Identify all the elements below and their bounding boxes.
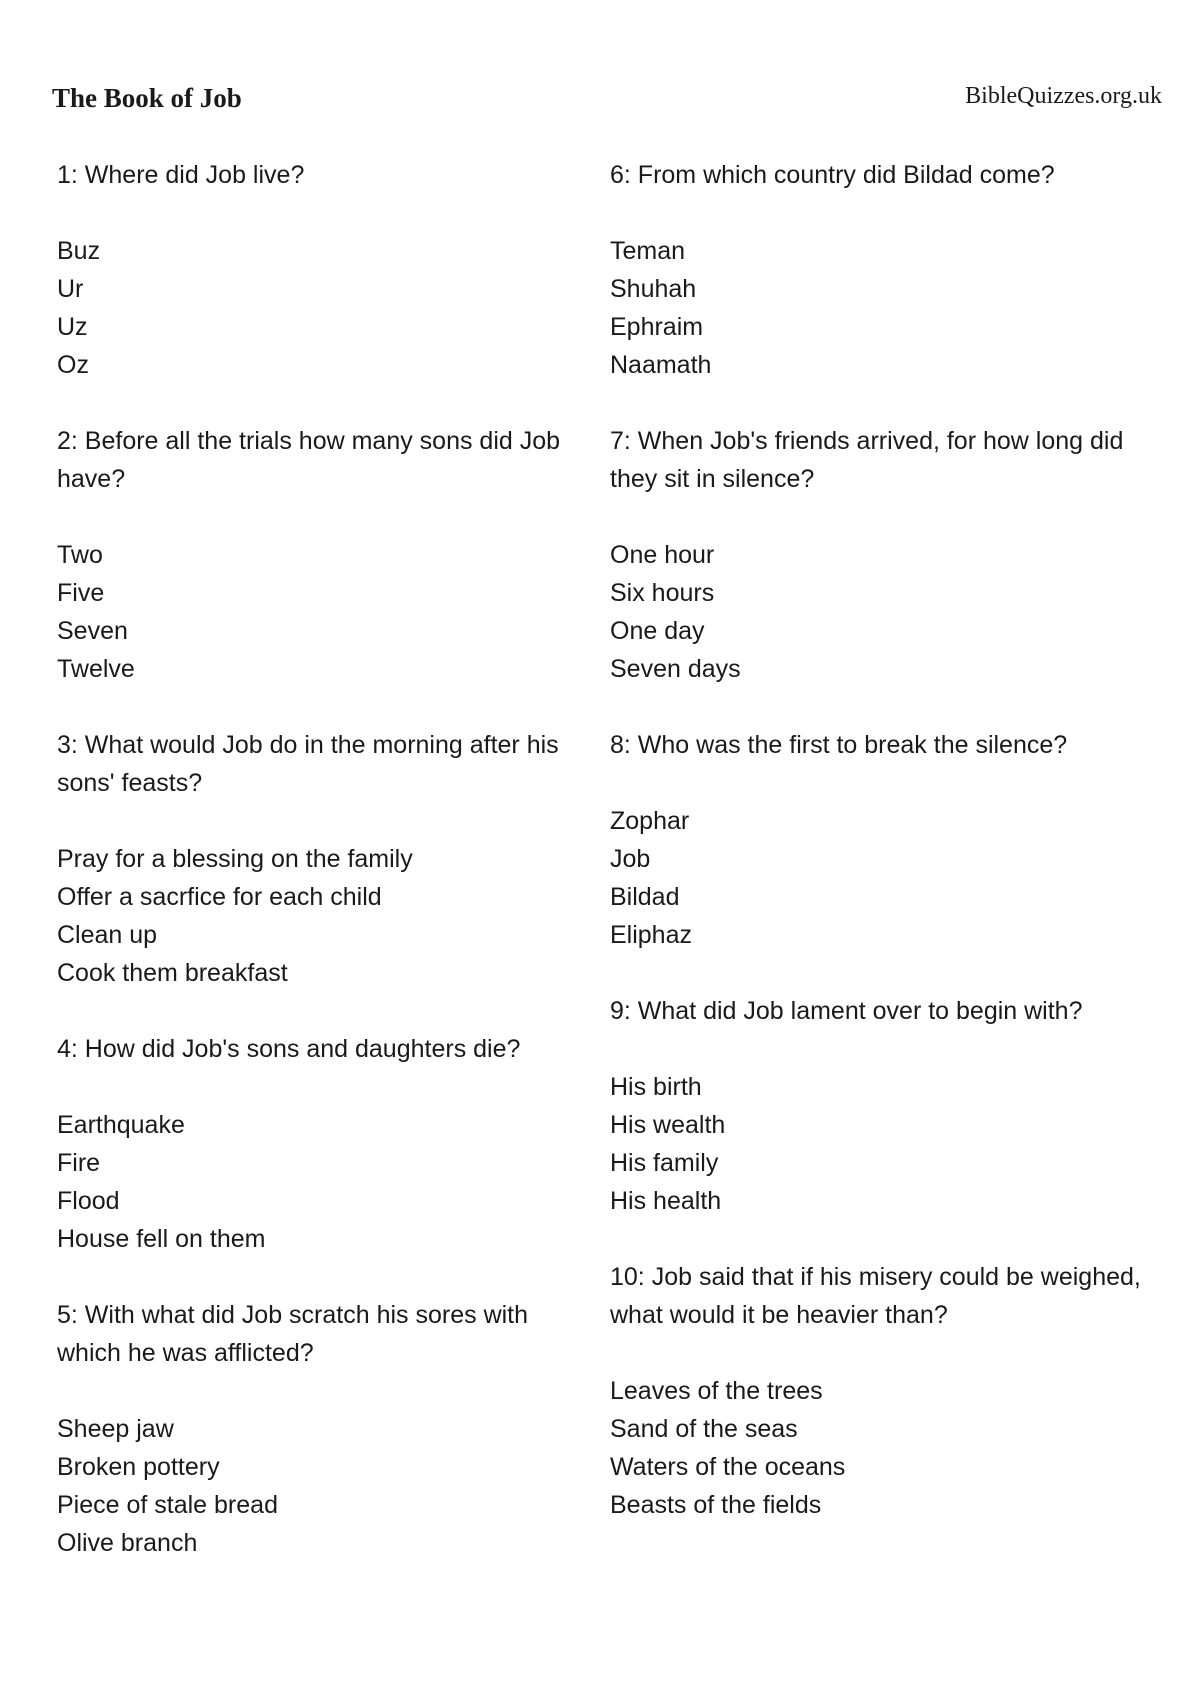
question-2 (57, 422, 597, 688)
answer-option: Job (610, 845, 651, 873)
answer-option: His birth (610, 1073, 702, 1101)
answer-option: Broken pottery (57, 1453, 220, 1481)
answer-option: Ephraim (610, 313, 704, 341)
answer-option: Beasts of the fields (610, 1491, 822, 1519)
answer-option: Two (57, 541, 103, 569)
left-column (57, 156, 597, 1600)
answer-option: Naamath (610, 351, 712, 379)
question-3 (57, 726, 597, 992)
question-5 (57, 1296, 597, 1562)
answer-option: Uz (57, 313, 88, 341)
answer-options (57, 1106, 597, 1258)
answer-options (610, 802, 1155, 954)
answer-option: His family (610, 1149, 719, 1177)
question-text: 3: What would Job do in the morning after his sons' feasts? (57, 731, 559, 797)
answer-option: Five (57, 579, 105, 607)
answer-option: House fell on them (57, 1225, 266, 1253)
question-text: 5: With what did Job scratch his sores with which he was afflicted? (57, 1301, 529, 1367)
answer-option: Shuhah (610, 275, 697, 303)
question-text: 1: Where did Job live? (57, 161, 305, 189)
answer-option: Piece of stale bread (57, 1491, 278, 1519)
answer-option: Twelve (57, 655, 135, 683)
answer-option: Earthquake (57, 1111, 185, 1139)
question-1 (57, 156, 597, 384)
answer-option: Pray for a blessing on the family (57, 845, 413, 873)
answer-option: One hour (610, 541, 715, 569)
answer-option: Eliphaz (610, 921, 692, 949)
question-8 (610, 726, 1155, 954)
question-10 (610, 1258, 1155, 1524)
answer-options (57, 1410, 597, 1562)
answer-option: Ur (57, 275, 84, 303)
answer-option: Leaves of the trees (610, 1377, 823, 1405)
answer-option: Sheep jaw (57, 1415, 174, 1443)
question-text: 8: Who was the first to break the silence? (610, 731, 1068, 759)
answer-option: Oz (57, 351, 89, 379)
question-text: 7: When Job's friends arrived, for how long did they sit in silence? (610, 427, 1124, 493)
site-name: BibleQuizzes.org.uk (965, 83, 1162, 109)
right-column (610, 156, 1155, 1562)
answer-option: Olive branch (57, 1529, 198, 1557)
answer-option: Teman (610, 237, 686, 265)
question-9 (610, 992, 1155, 1220)
answer-option: Offer a sacrfice for each child (57, 883, 382, 911)
answer-option: Seven (57, 617, 128, 645)
answer-option: Fire (57, 1149, 101, 1177)
answer-option: Seven days (610, 655, 741, 683)
answer-option: His health (610, 1187, 722, 1215)
question-text: 6: From which country did Bildad come? (610, 161, 1055, 189)
answer-option: Bildad (610, 883, 680, 911)
question-text: 2: Before all the trials how many sons did Job have? (57, 427, 561, 493)
answer-options (57, 232, 597, 384)
answer-option: Flood (57, 1187, 120, 1215)
answer-option: Waters of the oceans (610, 1453, 846, 1481)
answer-option: Sand of the seas (610, 1415, 798, 1443)
question-6 (610, 156, 1155, 384)
question-text: 4: How did Job's sons and daughters die? (57, 1035, 521, 1063)
answer-options (57, 840, 597, 992)
answer-option: Cook them breakfast (57, 959, 288, 987)
answer-options (610, 232, 1155, 384)
answer-options (610, 1068, 1155, 1220)
answer-option: Zophar (610, 807, 690, 835)
answer-options (57, 536, 597, 688)
answer-option: Six hours (610, 579, 715, 607)
question-text: 9: What did Job lament over to begin with? (610, 997, 1083, 1025)
answer-option: One day (610, 617, 705, 645)
page-title: The Book of Job (52, 83, 242, 113)
answer-option: His wealth (610, 1111, 726, 1139)
answer-options (610, 1372, 1155, 1524)
answer-options (610, 536, 1155, 688)
answer-option: Clean up (57, 921, 158, 949)
answer-option: Buz (57, 237, 101, 265)
question-text: 10: Job said that if his misery could be weighed, what would it be heavier than? (610, 1263, 1141, 1329)
question-4 (57, 1030, 597, 1258)
question-7 (610, 422, 1155, 688)
